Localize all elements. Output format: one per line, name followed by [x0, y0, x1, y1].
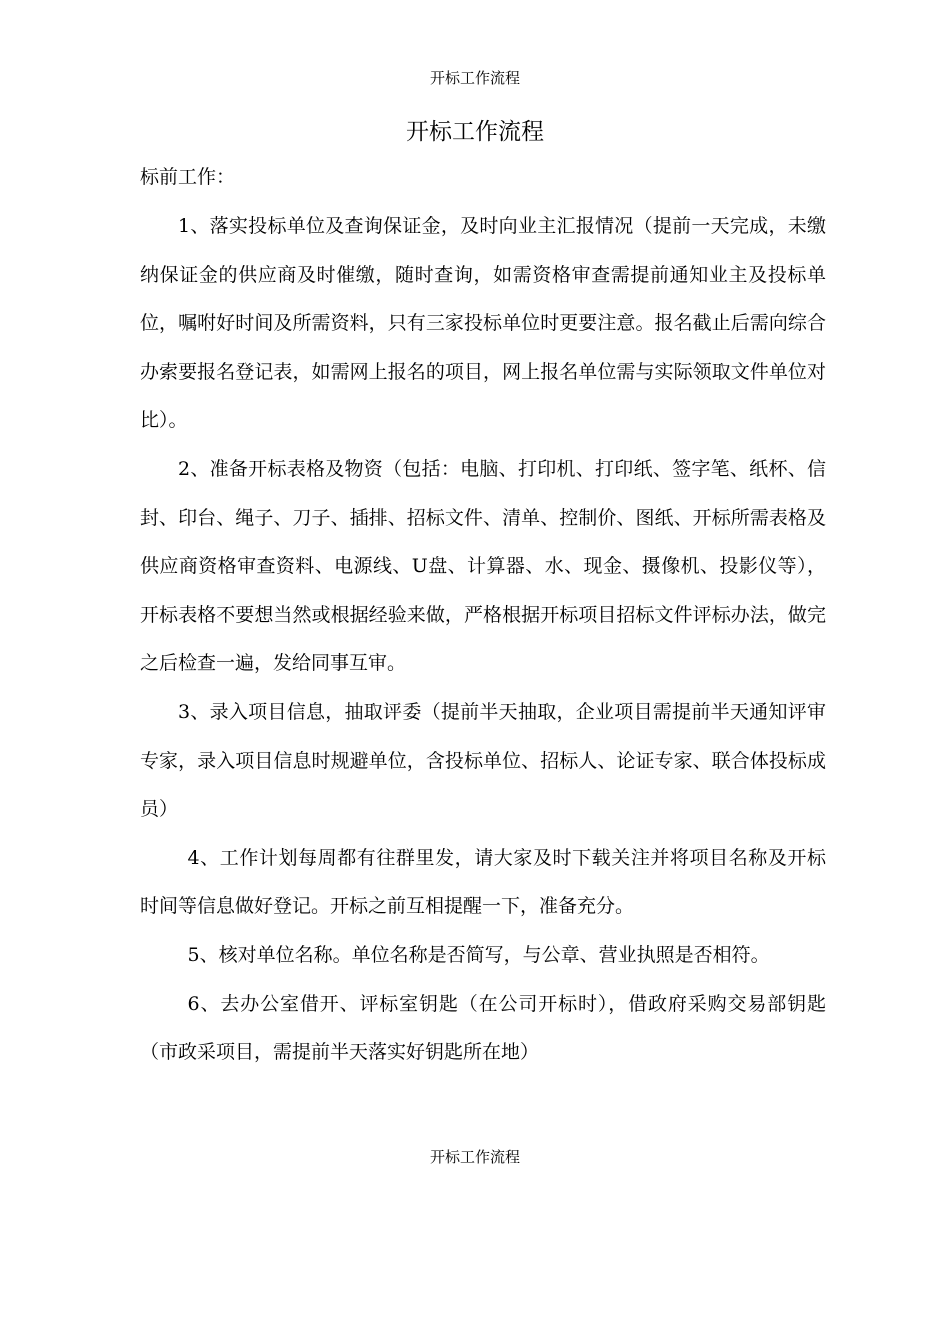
document-body [140, 202, 826, 1077]
paragraph-1: 1、落实投标单位及查询保证金，及时向业主汇报情况（提前一天完成，未缴纳保证金的供应商及时催缴，随时查询，如需资格审查需提前通知业主及投标单位，嘱咐好时间及所需资料，只有三家投标单位时更要注意。报名截止后需向综合办索要报名登记表，如需网上报名的项目，网上报名单位需与实际领取文件单位对比）。 [140, 215, 826, 432]
running-footer: 开标工作流程 [429, 1148, 520, 1166]
paragraph-6: 6、去办公室借开、评标室钥匙（在公司开标时），借政府采购交易部钥匙（市政采项目，需提前半天落实好钥匙所在地） [140, 992, 826, 1064]
paragraph-4: 4、工作计划每周都有往群里发，请大家及时下载关注并将项目名称及开标时间等信息做好登记。开标之前互相提醒一下，准备充分。 [140, 846, 826, 918]
section-heading: 标前工作： [140, 166, 236, 188]
paragraph-3: 3、录入项目信息，抽取评委（提前半天抽取，企业项目需提前半天通知评审专家，录入项目信息时规避单位，含投标单位、招标人、论证专家、联合体投标成员） [140, 700, 826, 821]
document-title: 开标工作流程 [406, 119, 544, 145]
paragraph-2: 2、准备开标表格及物资（包括：电脑、打印机、打印纸、签字笔、纸杯、信封、印台、绳子、刀子、插排、招标文件、清单、控制价、图纸、开标所需表格及供应商资格审查资料、电源线、U盘、计算器、水、现金、摄像机、投影仪等），开标表格不要想当然或根据经验来做，严格根据开标项目招标文件评标办法，做完之后检查一遍，发给同事互审。 [140, 457, 826, 675]
running-header: 开标工作流程 [429, 69, 520, 87]
paragraph-5: 5、核对单位名称。单位名称是否简写，与公章、营业执照是否相符。 [187, 943, 770, 966]
